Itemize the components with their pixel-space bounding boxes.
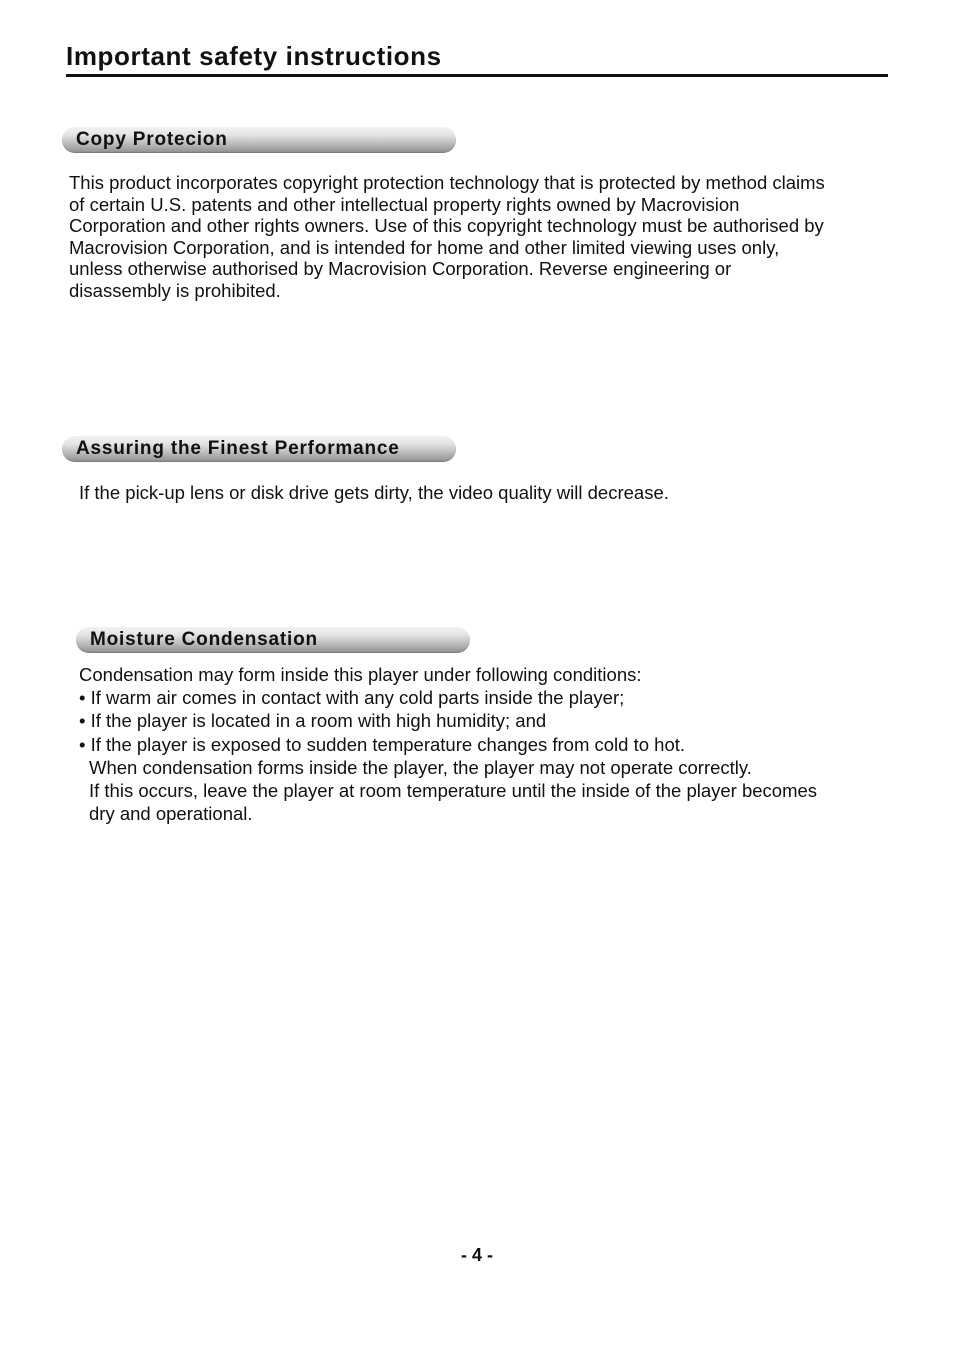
- list-item: • If warm air comes in contact with any cold parts inside the player;: [79, 687, 625, 709]
- moisture-note-line: dry and operational.: [89, 803, 253, 825]
- paragraph-line: Corporation and other rights owners. Use of this copyright technology must be authorised by: [69, 215, 824, 236]
- paragraph-line: Macrovision Corporation, and is intended for home and other limited viewing uses only,: [69, 236, 780, 258]
- copy-protection-paragraph: [69, 172, 929, 301]
- moisture-list: [79, 663, 939, 825]
- paragraph-line: unless otherwise authorised by Macrovision Corporation. Reverse engineering or: [69, 258, 732, 279]
- page-title: Important safety instructions: [66, 38, 888, 77]
- section-heading-label: Moisture Condensation: [90, 629, 318, 650]
- page-number: - 4 -: [460, 1245, 493, 1265]
- paragraph-line: This product incorporates copyright protection technology that is protected by method claims: [69, 172, 825, 193]
- moisture-intro: Condensation may form inside this player under following conditions:: [79, 664, 642, 685]
- performance-paragraph: [79, 482, 919, 504]
- list-item: • If the player is located in a room with high humidity; and: [79, 710, 547, 732]
- paragraph-line: disassembly is prohibited.: [69, 279, 281, 301]
- section-heading-label: Copy Protecion: [76, 129, 228, 150]
- paragraph-line: of certain U.S. patents and other intellectual property rights owned by Macrovision: [69, 193, 740, 215]
- section-heading-performance: [62, 436, 456, 462]
- section-heading-moisture: [76, 627, 470, 653]
- section-heading-copy-protection: [62, 127, 456, 153]
- paragraph-line: If the pick-up lens or disk drive gets dirty, the video quality will decrease.: [79, 482, 669, 503]
- moisture-note-line: When condensation forms inside the player, the player may not operate correctly.: [89, 756, 752, 778]
- section-heading-label: Assuring the Finest Performance: [76, 438, 400, 459]
- list-item: • If the player is exposed to sudden temperature changes from cold to hot.: [79, 733, 686, 755]
- moisture-note-line: If this occurs, leave the player at room temperature until the inside of the player becomes: [89, 780, 818, 802]
